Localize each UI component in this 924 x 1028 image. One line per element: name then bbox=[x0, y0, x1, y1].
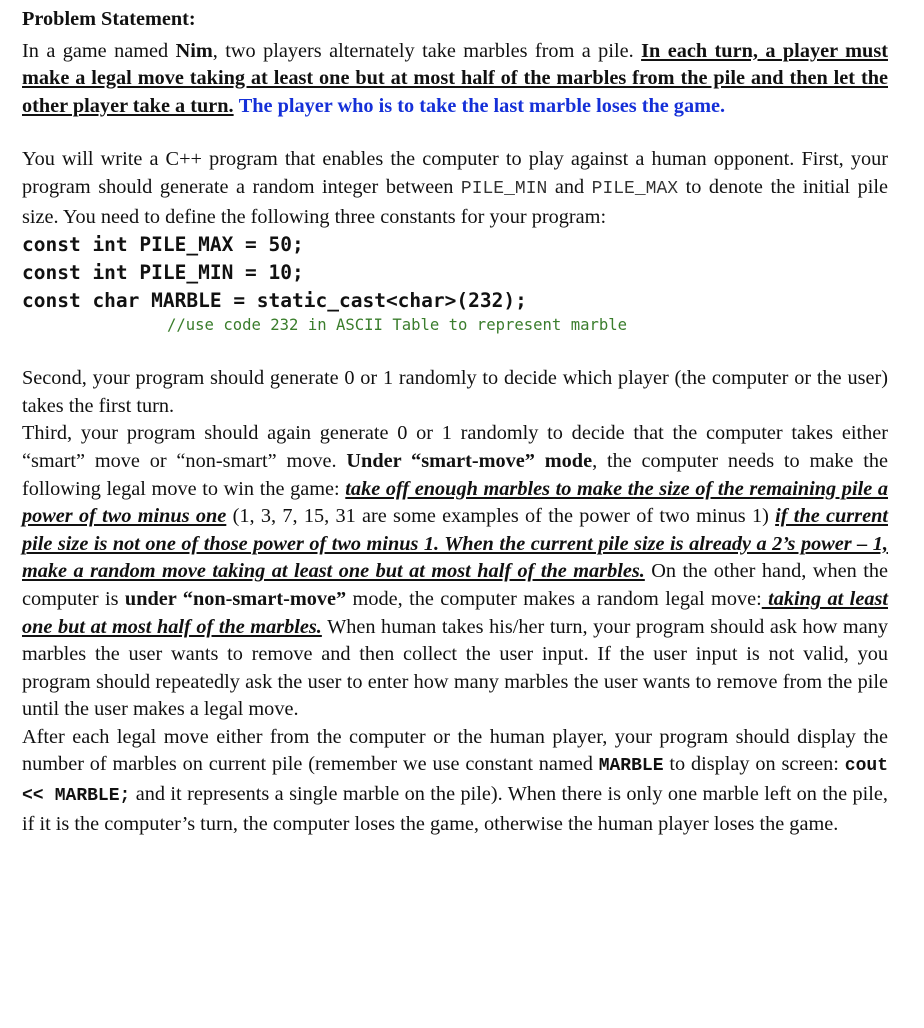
third-text: On the other hand, when the computer is bbox=[22, 560, 888, 610]
program-text: to denote the initial pile size. You need to define the following three constants for your program: bbox=[22, 175, 888, 228]
third-step-paragraph bbox=[22, 420, 888, 724]
smart-condition: if the current pile size is not one of those power of two minus 1. When the current pile size is already a 2’s power – 1, make a random move taking at least one but at most half of the marbles. bbox=[22, 505, 888, 583]
smart-rule: take off enough marbles to make the size of the remaining pile a power of two minus one bbox=[22, 477, 888, 528]
rules-text: , two players alternately take marbles from a pile. bbox=[212, 39, 642, 62]
display-text: and it represents a single marble on the pile). When there is only one marble left on the pile, if it is the computer’s turn, the computer loses the game, otherwise the human player loses the game. bbox=[22, 783, 888, 835]
third-text: mode, the computer makes a random legal move: bbox=[346, 587, 762, 610]
display-paragraph bbox=[22, 724, 888, 838]
marble-token: MARBLE bbox=[598, 756, 664, 777]
program-text: and bbox=[547, 175, 592, 198]
program-paragraph bbox=[22, 146, 888, 231]
program-text: You will write a C++ program that enables the computer to play against a human opponent. First, your program should generate a random integer between bbox=[22, 148, 888, 198]
code-comment: //use code 232 in ASCII Table to represent marble bbox=[167, 316, 628, 335]
non-smart-rule: taking at least one but at most half of the marbles. bbox=[22, 587, 888, 638]
rules-paragraph bbox=[22, 38, 888, 121]
second-step-paragraph: Second, your program should generate 0 or 1 randomly to decide which player (the computer or the user) takes the first turn. bbox=[22, 367, 888, 417]
third-text: When human takes his/her turn, your program should ask how many marbles the user wants to remove and then collect the user input. If the user input is not valid, you program should repeatedly ask the user to enter how many marbles the user wants to remove from the pile until the user makes a legal move. bbox=[22, 615, 888, 721]
third-text: Third, your program should again generate 0 or 1 randomly to decide that the computer takes either “smart” move or “non-smart” move. bbox=[22, 422, 888, 472]
game-name: Nim bbox=[175, 39, 213, 62]
document-page bbox=[22, 6, 888, 838]
turn-rule: In each turn, a player must make a legal move taking at least one but at most half of the marbles from the pile and then let the other player take a turn. bbox=[22, 39, 888, 117]
losing-rule: The player who is to take the last marble loses the game. bbox=[238, 94, 726, 117]
code-line-pile-max: const int PILE_MAX = 50; bbox=[22, 233, 304, 257]
pile-max-token: PILE_MAX bbox=[591, 178, 679, 199]
third-text: (1, 3, 7, 15, 31 are some examples of the power of two minus 1) bbox=[226, 505, 776, 528]
rules-text: In a game named bbox=[22, 39, 176, 62]
code-block bbox=[22, 231, 888, 335]
non-smart-mode-label: under “non-smart-move” bbox=[124, 587, 347, 610]
smart-mode-label: Under “smart-move” mode bbox=[346, 449, 593, 472]
third-text: , the computer needs to make the following legal move to win the game: bbox=[22, 449, 888, 500]
pile-min-token: PILE_MIN bbox=[460, 178, 548, 199]
code-line-pile-min: const int PILE_MIN = 10; bbox=[22, 261, 304, 285]
code-line-marble: const char MARBLE = static_cast<char>(232); bbox=[22, 289, 527, 313]
problem-heading: Problem Statement: bbox=[22, 8, 196, 30]
display-text: After each legal move either from the computer or the human player, your program should display the number of marbles on current pile (remember we use constant named bbox=[22, 725, 888, 776]
display-text: to display on screen: bbox=[663, 753, 845, 776]
cout-token: cout << MARBLE; bbox=[22, 756, 889, 807]
